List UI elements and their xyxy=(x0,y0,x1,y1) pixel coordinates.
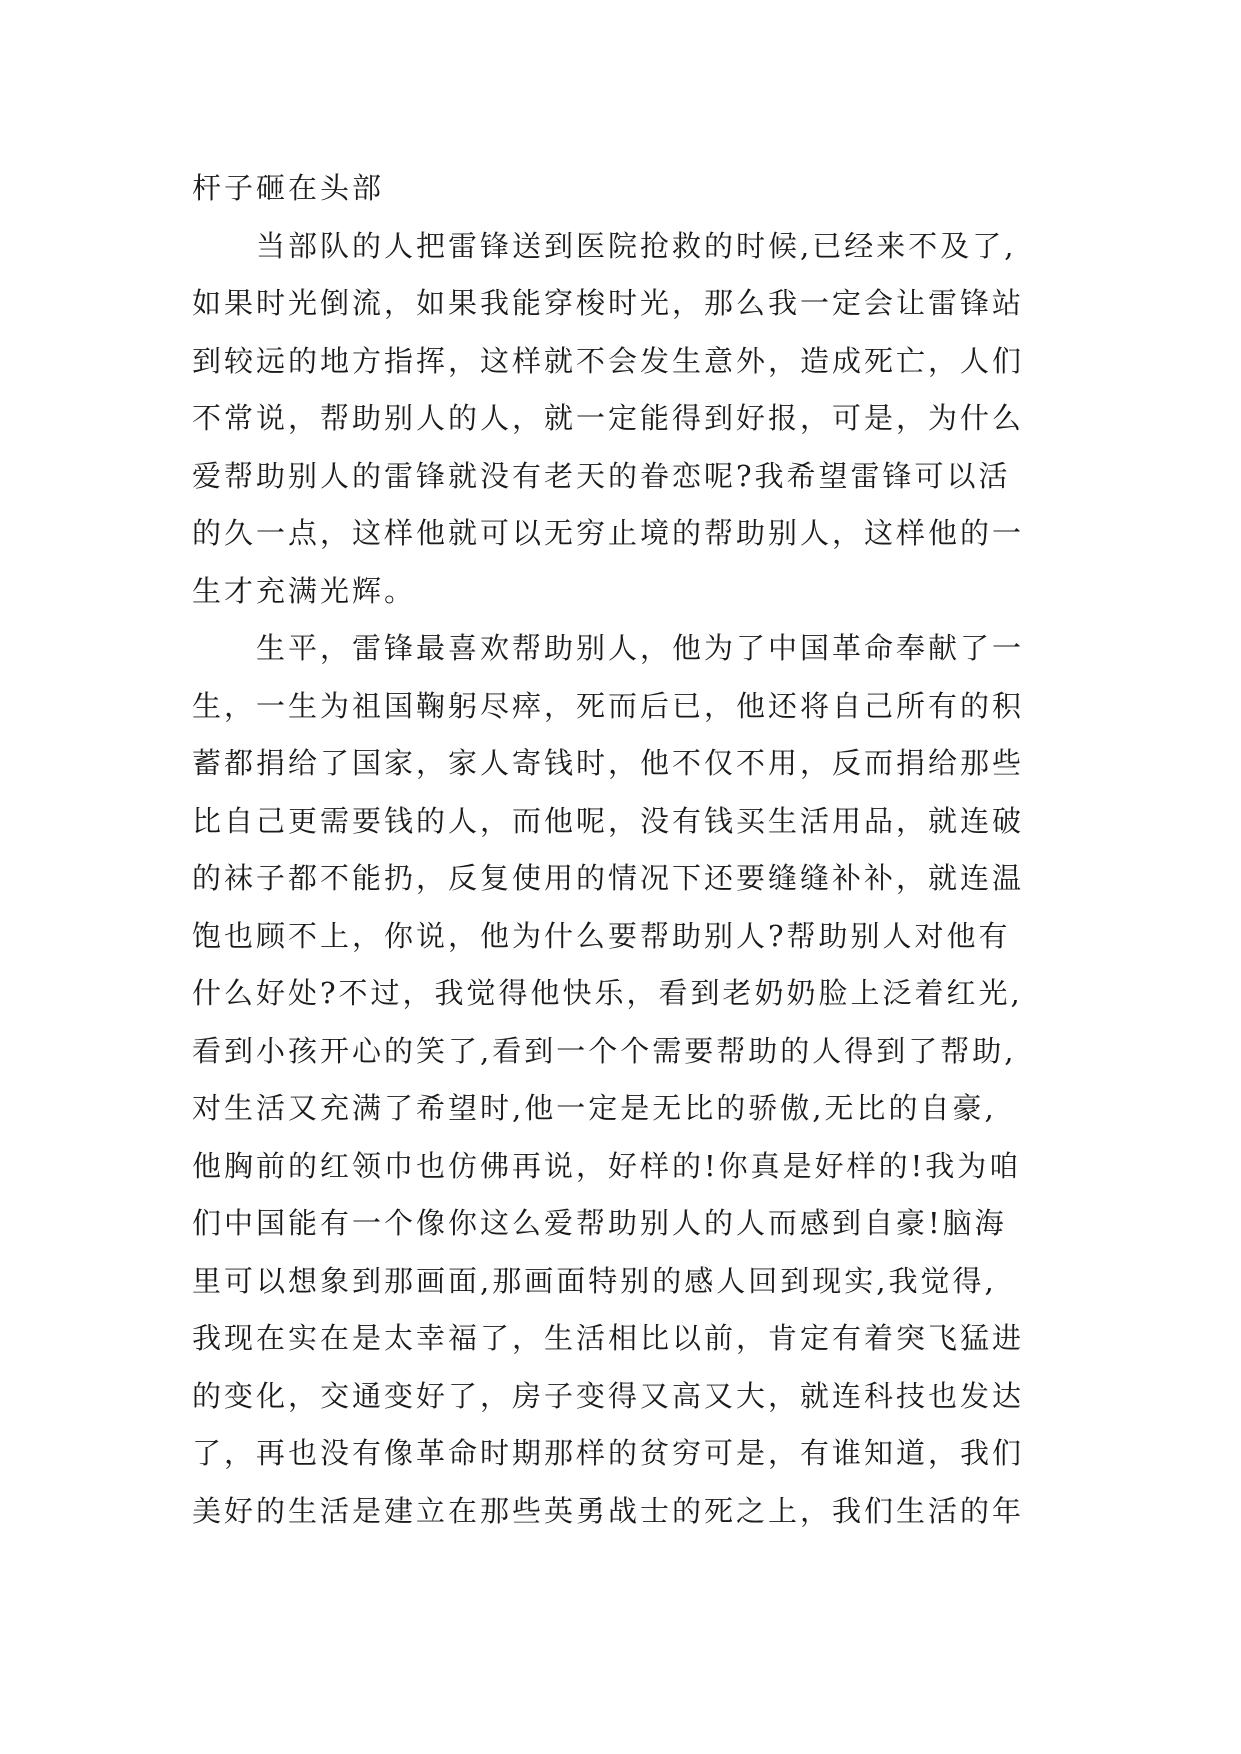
text-line: 他胸前的红领巾也仿佛再说，好样的!你真是好样的!我为咱 xyxy=(192,1148,1022,1183)
text-line: 看到小孩开心的笑了,看到一个个需要帮助的人得到了帮助, xyxy=(192,1033,1017,1068)
text-line: 什么好处?不过，我觉得他快乐，看到老奶奶脸上泛着红光, xyxy=(192,976,1023,1010)
text-line: 的袜子都不能扔，反复使用的情况下还要缝缝补补，就连温 xyxy=(192,861,1025,895)
paragraph-start-line: 当部队的人把雷锋送到医院抢救的时候,已经来不及了, xyxy=(256,228,1017,263)
text-line: 生，一生为祖国鞠躬尽瘁，死而后已，他还将自己所有的积 xyxy=(192,688,1025,723)
text-line: 美好的生活是建立在那些英勇战士的死之上，我们生活的年 xyxy=(192,1493,1025,1528)
text-line: 比自己更需要钱的人，而他呢，没有钱买生活用品，就连破 xyxy=(192,803,1025,838)
text-line: 里可以想象到那画面,那画面特别的感人回到现实,我觉得, xyxy=(192,1263,997,1298)
text-line: 到较远的地方指挥，这样就不会发生意外，造成死亡，人们 xyxy=(192,343,1025,378)
text-line: 爱帮助别人的雷锋就没有老天的眷恋呢?我希望雷锋可以活 xyxy=(192,458,1011,493)
text-line: 生才充满光辉。 xyxy=(192,573,417,608)
text-line: 我现在实在是太幸福了，生活相比以前，肯定有着突飞猛进 xyxy=(192,1321,1025,1355)
text-line: 饱也顾不上，你说，他为什么要帮助别人?帮助别人对他有 xyxy=(192,918,1011,953)
text-line: 杆子砸在头部 xyxy=(192,171,385,205)
text-line: 不常说，帮助别人的人，就一定能得到好报，可是，为什么 xyxy=(192,401,1025,435)
text-line: 的久一点，这样他就可以无穷止境的帮助别人，这样他的一 xyxy=(192,516,1025,550)
text-line: 了，再也没有像革命时期那样的贫穷可是，有谁知道，我们 xyxy=(192,1436,1025,1470)
text-line: 如果时光倒流，如果我能穿梭时光，那么我一定会让雷锋站 xyxy=(192,286,1025,320)
text-line: 们中国能有一个像你这么爱帮助别人的人而感到自豪!脑海 xyxy=(192,1206,1007,1240)
paragraph-start-line: 生平，雷锋最喜欢帮助别人，他为了中国革命奉献了一 xyxy=(256,631,1025,665)
body-text xyxy=(192,160,1052,1540)
text-line: 对生活又充满了希望时,他一定是无比的骄傲,无比的自豪, xyxy=(192,1091,997,1125)
text-line: 的变化，交通变好了，房子变得又高又大，就连科技也发达 xyxy=(192,1378,1025,1413)
text-line: 蓄都捐给了国家，家人寄钱时，他不仅不用，反而捐给那些 xyxy=(192,746,1025,780)
